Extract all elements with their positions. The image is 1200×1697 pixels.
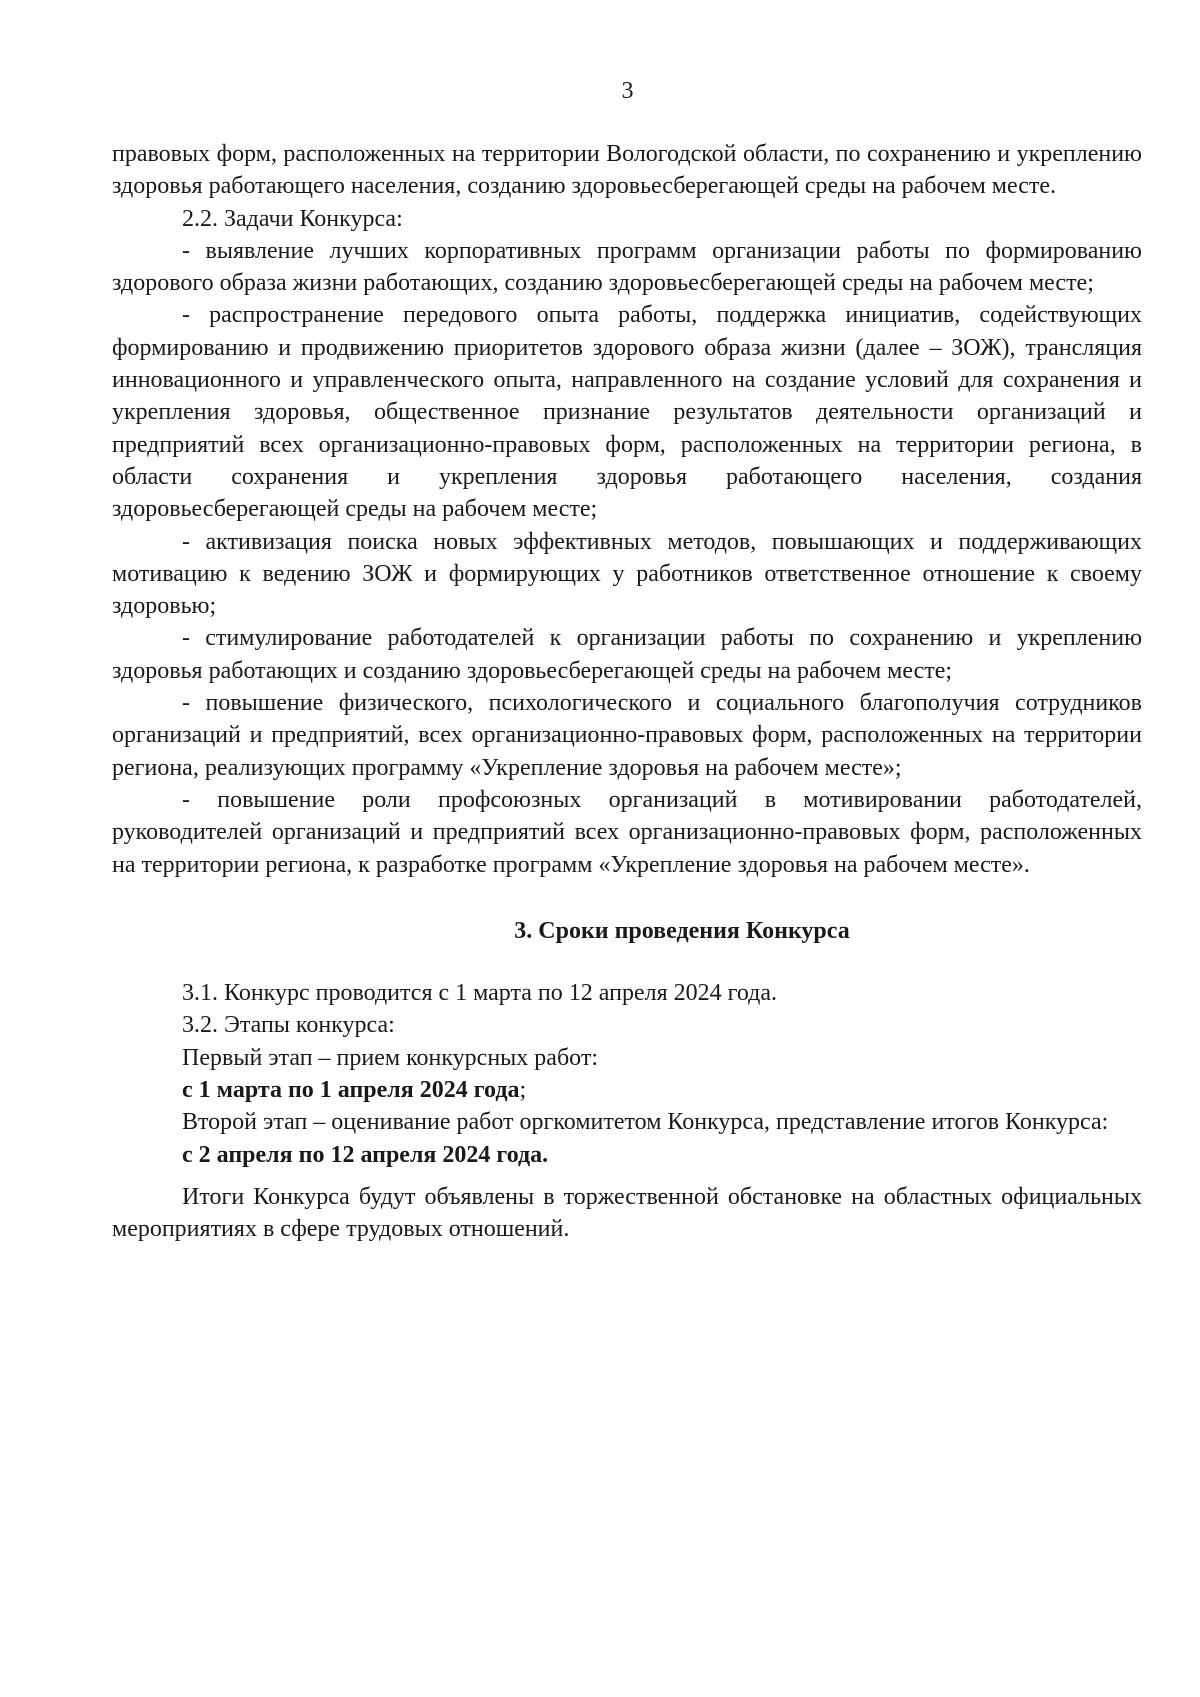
section-3-heading: 3. Сроки проведения Конкурса bbox=[514, 917, 850, 944]
stage-1-dates: с 1 марта по 1 апреля 2024 года bbox=[182, 1077, 520, 1104]
spacer bbox=[112, 1171, 1142, 1181]
paragraph-continuation: правовых форм, расположенных на территории Вологодской области, по сохранению и укреплению здоровья работающего населения, созданию здоровьесберегающей среды на рабочем месте. bbox=[112, 141, 1142, 200]
paragraph-task-3: - активизация поиска новых эффективных методов, повышающих и поддерживающих мотивацию к ведению ЗОЖ и формирующих у работников ответственное отношение к своему здоровью; bbox=[112, 528, 1142, 620]
paragraph-tasks-heading: 2.2. Задачи Конкурса: bbox=[182, 205, 403, 232]
paragraph-task-5: - повышение физического, психологического и социального благополучия сотрудников организаций и предприятий, всех организационно-правовых форм, расположенных на территории региона, реализующих программу «Укрепление здоровья на рабочем месте»; bbox=[112, 690, 1142, 781]
paragraph-task-4: - стимулирование работодателей к организации работы по сохранению и укреплению здоровья работающих и созданию здоровьесберегающей среды на рабочем месте; bbox=[112, 625, 1142, 684]
paragraph-3-2: 3.2. Этапы конкурса: bbox=[182, 1012, 395, 1039]
paragraph-results: Итоги Конкурса будут объявлены в торжественной обстановке на областных официальных мероприятиях в сфере трудовых отношений. bbox=[112, 1183, 1142, 1243]
paragraph-task-2: - распространение передового опыта работы, поддержка инициатив, содействующих формированию и продвижению приоритетов здорового образа жизни (далее – ЗОЖ), трансляция инновационного и управленческого опыта, направленного на создание условий для сохранения и укрепления здоровья, общественное признание результатов деятельности организаций и предприятий всех организационно-правовых форм, расположенных на территории региона, в области сохранения и укрепления здоровья работающего населения, создания здоровьесберегающей среды на рабочем месте; bbox=[112, 302, 1142, 523]
paragraph-3-1: 3.1. Конкурс проводится с 1 марта по 12 апреля 2024 года. bbox=[182, 980, 778, 1007]
stage-2-label: Второй этап – оценивание работ оргкомитетом Конкурса, представление итогов Конкурса: bbox=[182, 1109, 1109, 1136]
document-body bbox=[112, 138, 1142, 1246]
stage-2-dates: с 2 апреля по 12 апреля 2024 года. bbox=[182, 1141, 549, 1168]
stage-1-punct: ; bbox=[519, 1077, 527, 1104]
paragraph-task-1: - выявление лучших корпоративных программ организации работы по формированию здорового образа жизни работающих, созданию здоровьесберегающей среды на рабочем месте; bbox=[112, 237, 1142, 297]
stage-1-label: Первый этап – прием конкурсных работ: bbox=[182, 1044, 599, 1071]
paragraph-task-6: - повышение роли профсоюзных организаций в мотивировании работодателей, руководителей организаций и предприятий всех организационно-правовых форм, расположенных на территории региона, к разработке программ «Укрепление здоровья на рабочем месте». bbox=[112, 786, 1142, 878]
page-number: 3 bbox=[621, 78, 634, 104]
stage-1-dates-line bbox=[112, 1074, 1142, 1106]
